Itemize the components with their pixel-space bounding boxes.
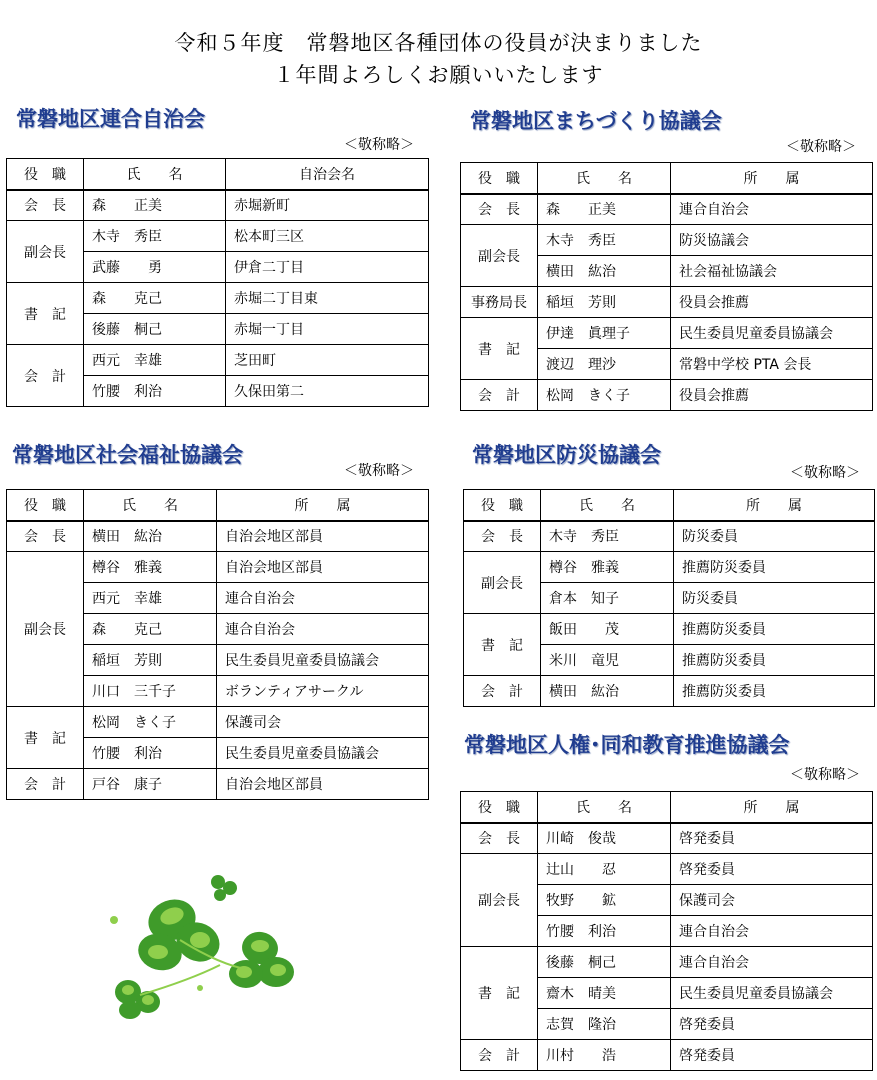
table-row	[7, 552, 429, 583]
header-role: 役 職	[7, 159, 84, 190]
affiliation-cell: 啓発委員	[671, 854, 873, 885]
org-title-fukushi: 常磐地区社会福祉協議会	[12, 443, 243, 467]
name-cell: 稲垣 芳則	[84, 645, 217, 676]
header-name: 氏 名	[541, 490, 674, 521]
affiliation-cell: 推薦防災委員	[674, 614, 875, 645]
name-cell: 横田 紘治	[541, 676, 674, 707]
table-row	[461, 318, 873, 349]
header-role: 役 職	[461, 163, 538, 194]
name-cell: 倉本 知子	[541, 583, 674, 614]
org-title-jichikai: 常磐地区連合自治会	[16, 107, 205, 131]
header-affiliation: 所 属	[217, 490, 429, 521]
header-affiliation: 所 属	[674, 490, 875, 521]
affiliation-cell: 社会福祉協議会	[671, 256, 873, 287]
name-cell: 稲垣 芳則	[538, 287, 671, 318]
affiliation-cell: 連合自治会	[671, 916, 873, 947]
name-cell: 横田 紘治	[84, 521, 217, 552]
page-title-line1: 令和５年度 常磐地区各種団体の役員が決まりました	[174, 31, 703, 55]
role-cell: 会 計	[461, 1040, 538, 1071]
table-row	[7, 345, 429, 376]
role-cell: 会 計	[464, 676, 541, 707]
table-header-row	[464, 490, 875, 521]
affiliation-cell: 推薦防災委員	[674, 552, 875, 583]
role-cell: 会 計	[461, 380, 538, 411]
header-role: 役 職	[461, 792, 538, 823]
affiliation-cell: 民生委員児童委員協議会	[217, 645, 429, 676]
name-cell: 武藤 勇	[84, 252, 226, 283]
name-cell: 西元 幸雄	[84, 583, 217, 614]
affiliation-cell: 啓発委員	[671, 1009, 873, 1040]
table-row	[461, 1040, 873, 1071]
name-cell: 伊達 眞理子	[538, 318, 671, 349]
table-row	[7, 221, 429, 252]
role-cell: 書 記	[464, 614, 541, 676]
header-affiliation: 自治会名	[226, 159, 429, 190]
role-cell: 会 計	[7, 769, 84, 800]
header-role: 役 職	[464, 490, 541, 521]
role-cell: 会 長	[461, 823, 538, 854]
role-cell: 会 計	[7, 345, 84, 407]
affiliation-cell: 保護司会	[217, 707, 429, 738]
affiliation-cell: 連合自治会	[671, 947, 873, 978]
name-cell: 戸谷 康子	[84, 769, 217, 800]
role-cell: 書 記	[7, 283, 84, 345]
table-row	[464, 521, 875, 552]
name-cell: 木寺 秀臣	[84, 221, 226, 252]
name-cell: 樽谷 雅義	[541, 552, 674, 583]
honorific-note: ＜敬称略＞	[786, 139, 856, 155]
table-row	[464, 552, 875, 583]
affiliation-cell: 推薦防災委員	[674, 645, 875, 676]
name-cell: 米川 竜児	[541, 645, 674, 676]
table-header-row	[461, 792, 873, 823]
name-cell: 志賀 隆治	[538, 1009, 671, 1040]
name-cell: 森 克己	[84, 614, 217, 645]
affiliation-cell: 推薦防災委員	[674, 676, 875, 707]
affiliation-cell: 伊倉二丁目	[226, 252, 429, 283]
role-cell: 会 長	[7, 190, 84, 221]
clover-icon	[100, 870, 300, 1020]
name-cell: 松岡 きく子	[84, 707, 217, 738]
table-row	[7, 769, 429, 800]
affiliation-cell: 連合自治会	[671, 194, 873, 225]
table-row	[461, 854, 873, 885]
affiliation-cell: 防災協議会	[671, 225, 873, 256]
affiliation-cell: 常磐中学校 PTA 会長	[671, 349, 873, 380]
table-row	[461, 823, 873, 854]
name-cell: 川村 浩	[538, 1040, 671, 1071]
table-row	[464, 676, 875, 707]
honorific-note: ＜敬称略＞	[790, 465, 860, 481]
roster-table-machizukuri	[460, 162, 873, 411]
affiliation-cell: 自治会地区部員	[217, 769, 429, 800]
role-cell: 副会長	[7, 552, 84, 707]
affiliation-cell: 久保田第二	[226, 376, 429, 407]
table-header-row	[7, 159, 429, 190]
affiliation-cell: 松本町三区	[226, 221, 429, 252]
role-cell: 副会長	[7, 221, 84, 283]
header-affiliation: 所 属	[671, 163, 873, 194]
affiliation-cell: 自治会地区部員	[217, 552, 429, 583]
table-row	[464, 614, 875, 645]
affiliation-cell: 赤堀新町	[226, 190, 429, 221]
roster-table-bousai	[463, 489, 875, 707]
affiliation-cell: 啓発委員	[671, 823, 873, 854]
name-cell: 松岡 きく子	[538, 380, 671, 411]
name-cell: 川口 三千子	[84, 676, 217, 707]
role-cell: 書 記	[461, 947, 538, 1040]
name-cell: 横田 紘治	[538, 256, 671, 287]
role-cell: 事務局長	[461, 287, 538, 318]
header-role: 役 職	[7, 490, 84, 521]
name-cell: 森 克己	[84, 283, 226, 314]
table-row	[7, 283, 429, 314]
affiliation-cell: 保護司会	[671, 885, 873, 916]
role-cell: 書 記	[461, 318, 538, 380]
role-cell: 副会長	[464, 552, 541, 614]
affiliation-cell: 芝田町	[226, 345, 429, 376]
affiliation-cell: 自治会地区部員	[217, 521, 429, 552]
role-cell: 会 長	[7, 521, 84, 552]
table-row	[461, 287, 873, 318]
name-cell: 川崎 俊哉	[538, 823, 671, 854]
table-header-row	[7, 490, 429, 521]
header-affiliation: 所 属	[671, 792, 873, 823]
name-cell: 竹腰 利治	[84, 376, 226, 407]
header-name: 氏 名	[84, 490, 217, 521]
table-row	[461, 947, 873, 978]
name-cell: 西元 幸雄	[84, 345, 226, 376]
affiliation-cell: 民生委員児童委員協議会	[217, 738, 429, 769]
affiliation-cell: 防災委員	[674, 583, 875, 614]
honorific-note: ＜敬称略＞	[790, 767, 860, 783]
role-cell: 会 長	[461, 194, 538, 225]
affiliation-cell: 連合自治会	[217, 614, 429, 645]
role-cell: 書 記	[7, 707, 84, 769]
role-cell: 副会長	[461, 225, 538, 287]
table-row	[461, 194, 873, 225]
header-name: 氏 名	[538, 163, 671, 194]
table-header-row	[461, 163, 873, 194]
name-cell: 森 正美	[538, 194, 671, 225]
roster-table-jichikai	[6, 158, 429, 407]
table-row	[461, 380, 873, 411]
affiliation-cell: 役員会推薦	[671, 380, 873, 411]
name-cell: 飯田 茂	[541, 614, 674, 645]
affiliation-cell: 防災委員	[674, 521, 875, 552]
name-cell: 後藤 桐己	[84, 314, 226, 345]
page-title-line2: １年間よろしくお願いいたします	[273, 63, 604, 87]
table-row	[7, 707, 429, 738]
affiliation-cell: 民生委員児童委員協議会	[671, 978, 873, 1009]
name-cell: 牧野 鉱	[538, 885, 671, 916]
header-name: 氏 名	[538, 792, 671, 823]
roster-table-fukushi	[6, 489, 429, 800]
honorific-note: ＜敬称略＞	[344, 137, 414, 153]
table-row	[7, 190, 429, 221]
org-title-jinken: 常磐地区人権･同和教育推進協議会	[464, 733, 790, 757]
name-cell: 森 正美	[84, 190, 226, 221]
name-cell: 後藤 桐己	[538, 947, 671, 978]
honorific-note: ＜敬称略＞	[344, 463, 414, 479]
affiliation-cell: 赤堀一丁目	[226, 314, 429, 345]
name-cell: 齋木 晴美	[538, 978, 671, 1009]
table-row	[461, 225, 873, 256]
name-cell: 樽谷 雅義	[84, 552, 217, 583]
affiliation-cell: 赤堀二丁目東	[226, 283, 429, 314]
org-title-machizukuri: 常磐地区まちづくり協議会	[470, 109, 722, 133]
name-cell: 竹腰 利治	[84, 738, 217, 769]
affiliation-cell: 連合自治会	[217, 583, 429, 614]
affiliation-cell: ボランティアサークル	[217, 676, 429, 707]
role-cell: 会 長	[464, 521, 541, 552]
org-title-bousai: 常磐地区防災協議会	[472, 443, 661, 467]
name-cell: 木寺 秀臣	[541, 521, 674, 552]
name-cell: 渡辺 理沙	[538, 349, 671, 380]
roster-table-jinken	[460, 791, 873, 1071]
affiliation-cell: 民生委員児童委員協議会	[671, 318, 873, 349]
header-name: 氏 名	[84, 159, 226, 190]
name-cell: 辻山 忍	[538, 854, 671, 885]
affiliation-cell: 役員会推薦	[671, 287, 873, 318]
role-cell: 副会長	[461, 854, 538, 947]
name-cell: 竹腰 利治	[538, 916, 671, 947]
table-row	[7, 521, 429, 552]
name-cell: 木寺 秀臣	[538, 225, 671, 256]
affiliation-cell: 啓発委員	[671, 1040, 873, 1071]
